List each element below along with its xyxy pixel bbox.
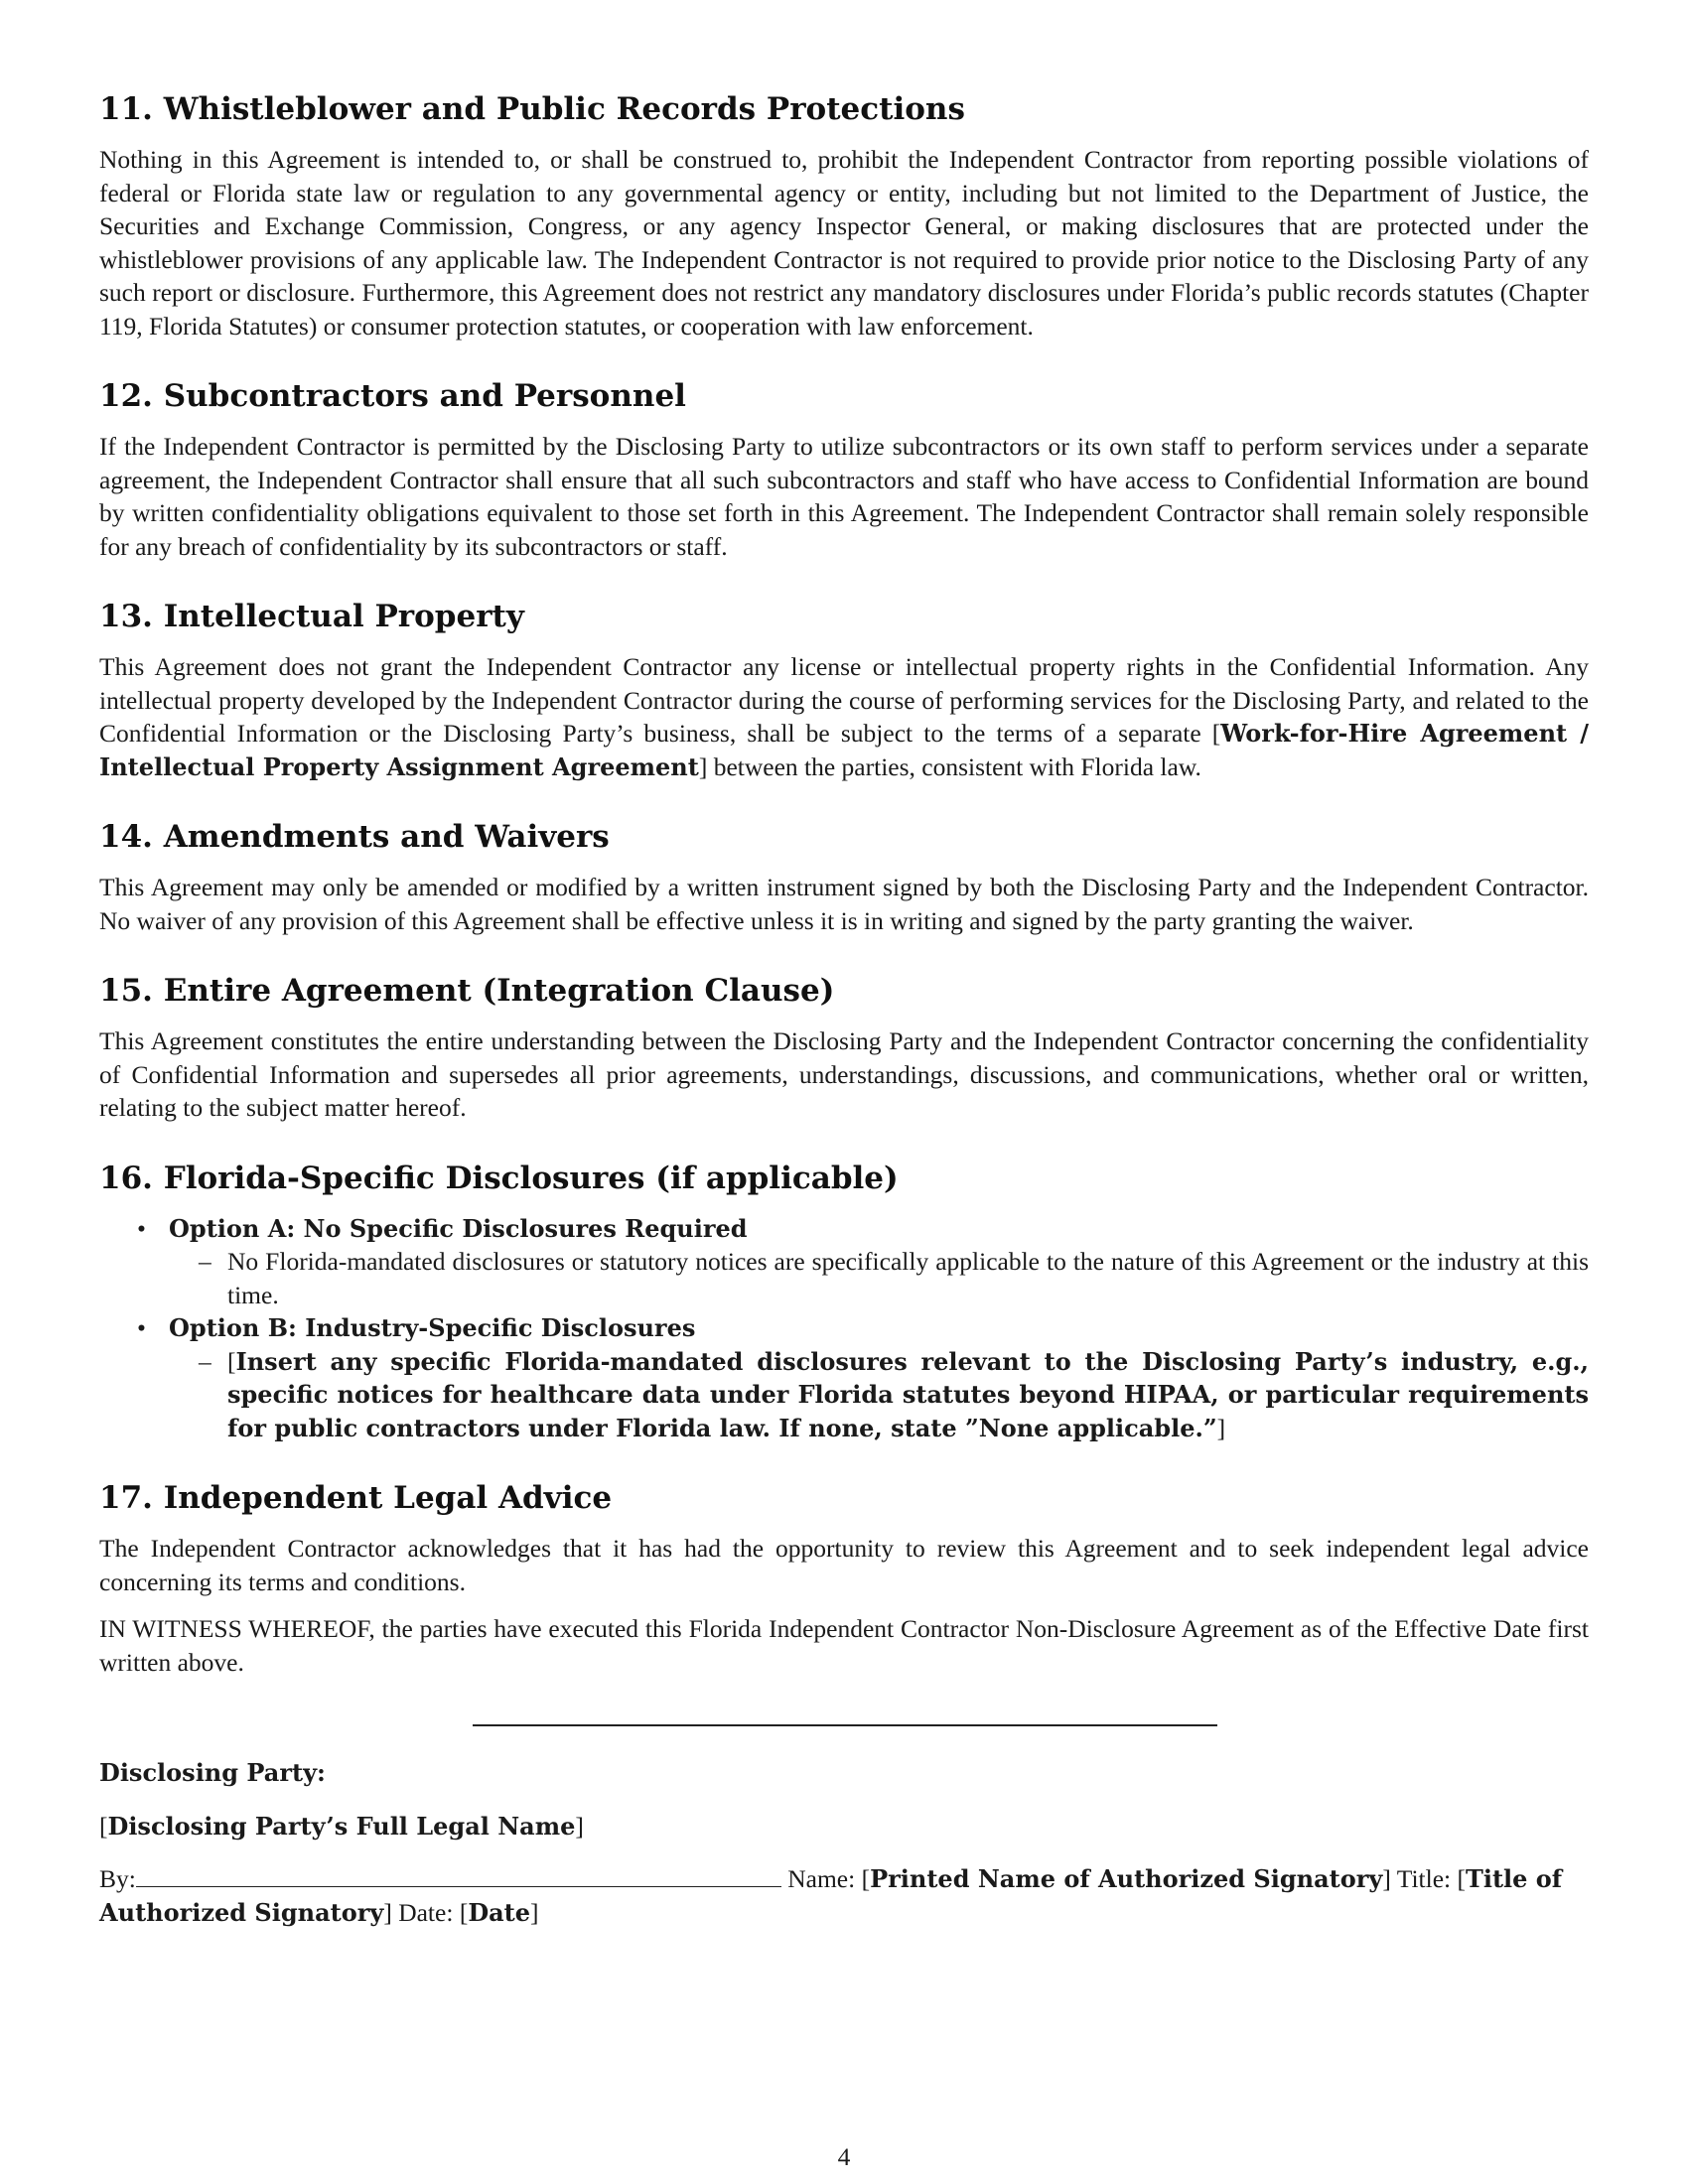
signature-line[interactable] [136, 1864, 781, 1887]
name-label: Name: [787, 1864, 856, 1893]
body-text: This Agreement does not grant the Independent Contractor any license or intellectual property rights in the Confidential Information. Any intellectual property developed by the Independent Contractor during the course of performing services for the Disclosing Party, and related to the Confidential Information or the Disclosing Party’s business, shall be subject to the terms of a separate [ [99, 652, 1589, 748]
page-number: 4 [837, 2142, 851, 2171]
section-heading: 14. Amendments and Waivers [99, 819, 610, 855]
section-16 [99, 1159, 1589, 1445]
section-heading: 17. Independent Legal Advice [99, 1480, 613, 1516]
date-label: Date: [398, 1897, 454, 1927]
list-item [99, 1311, 1589, 1444]
section-14 [99, 817, 1589, 937]
title-label: Title: [1396, 1864, 1452, 1893]
section-heading: 15. Entire Agreement (Integration Clause) [99, 973, 835, 1009]
section-body: If the Independent Contractor is permitted by the Disclosing Party to utilize subcontractors or its own staff to perform services under a separate agreement, the Independent Contractor shall ensure that all such subcontractors and staff who have access to Confidential Information are bound by written confidentiality obligations equivalent to those set forth in this Agreement. The Independent Contractor shall remain solely responsible for any breach of confidentiality by its subcontractors or staff. [99, 432, 1589, 561]
section-12 [99, 376, 1589, 563]
bracket: [ [99, 1811, 108, 1841]
section-11 [99, 89, 1589, 342]
witness-clause: IN WITNESS WHEREOF, the parties have executed this Florida Independent Contractor Non-Disclosure Agreement as of the Effective Date first written above. [99, 1614, 1589, 1677]
section-body: The Independent Contractor acknowledges that it has had the opportunity to review this Agreement and to seek independent legal advice concerning its terms and conditions. [99, 1534, 1589, 1596]
section-heading: 16. Florida-Specific Disclosures (if applicable) [99, 1160, 899, 1196]
section-13 [99, 597, 1589, 783]
section-body: This Agreement constitutes the entire understanding between the Disclosing Party and the Independent Contractor concerning the confidentiality of Confidential Information and supersedes all prior agreements, understandings, discussions, and communications, whether oral or written, relating to the subject matter hereof. [99, 1026, 1589, 1122]
section-heading: 11. Whistleblower and Public Records Protections [99, 91, 965, 127]
agreement-type-placeholder: Work-for-Hire Agreement / Intellectual Property Assignment Agreement [99, 719, 1589, 781]
sub-list [169, 1245, 1589, 1311]
name-value: Printed Name of Authorized Signatory [870, 1864, 1383, 1893]
options-list [99, 1212, 1589, 1445]
section-17 [99, 1478, 1589, 1679]
section-heading: 13. Intellectual Property [99, 599, 524, 634]
section-body [99, 650, 1589, 783]
list-item [169, 1345, 1589, 1445]
divider-rule [473, 1724, 1217, 1726]
list-item: – No Florida-mandated disclosures or statutory notices are specifically applicable to the nature of this Agreement or the industry at this time. [169, 1245, 1589, 1311]
option-b-title: Option B: Industry-Specific Disclosures [169, 1313, 696, 1342]
sub-list [169, 1345, 1589, 1445]
section-15 [99, 971, 1589, 1125]
bracket: ] [575, 1811, 584, 1841]
party-name-placeholder: Disclosing Party’s Full Legal Name [107, 1811, 576, 1841]
signature-party-label-row [99, 1756, 1589, 1790]
date-value: Date [468, 1897, 531, 1927]
option-a-title: Option A: No Specific Disclosures Required [169, 1213, 748, 1243]
section-heading: 12. Subcontractors and Personnel [99, 378, 686, 414]
document-page [99, 89, 1589, 1943]
bracket: ] [1216, 1413, 1226, 1442]
party-name-row [99, 1810, 1589, 1843]
title-value: Title of Authorized Signatory [99, 1864, 1563, 1927]
list-item [99, 1212, 1589, 1312]
party-label: Disclosing Party: [99, 1758, 326, 1787]
section-body: This Agreement may only be amended or modified by a written instrument signed by both the Disclosing Party and the Independent Contractor. No waiver of any provision of this Agreement shall be effective unless it is in writing and signed by the party granting the waiver. [99, 873, 1589, 935]
disclosure-placeholder: Insert any specific Florida-mandated disclosures relevant to the Disclosing Party’s industry, e.g., specific notices for healthcare data under Florida statutes beyond HIPAA, or particular requirements for public contractors under Florida law. If none, state ”None applicable.” [227, 1346, 1589, 1442]
section-body: Nothing in this Agreement is intended to, or shall be construed to, prohibit the Independent Contractor from reporting possible violations of federal or Florida state law or regulation to any governmental agency or entity, including but not limited to the Department of Justice, the Securities and Exchange Commission, Congress, or any agency Inspector General, or making disclosures that are protected under the whistleblower provisions of any applicable law. The Independent Contractor is not required to provide prior notice to the Disclosing Party of any such report or disclosure. Furthermore, this Agreement does not restrict any mandatory disclosures under Florida’s public records statutes (Chapter 119, Florida Statutes) or consumer protection statutes, or cooperation with law enforcement. [99, 145, 1589, 341]
body-text: ] between the parties, consistent with Florida law. [698, 751, 1201, 781]
signature-block: By: Name: [Printed Name of Authorized Signatory] Title: [Title of Authorized Signatory] Date: [Date] [99, 1864, 1563, 1927]
by-label: By: [99, 1864, 136, 1893]
bracket: [ [227, 1346, 236, 1376]
